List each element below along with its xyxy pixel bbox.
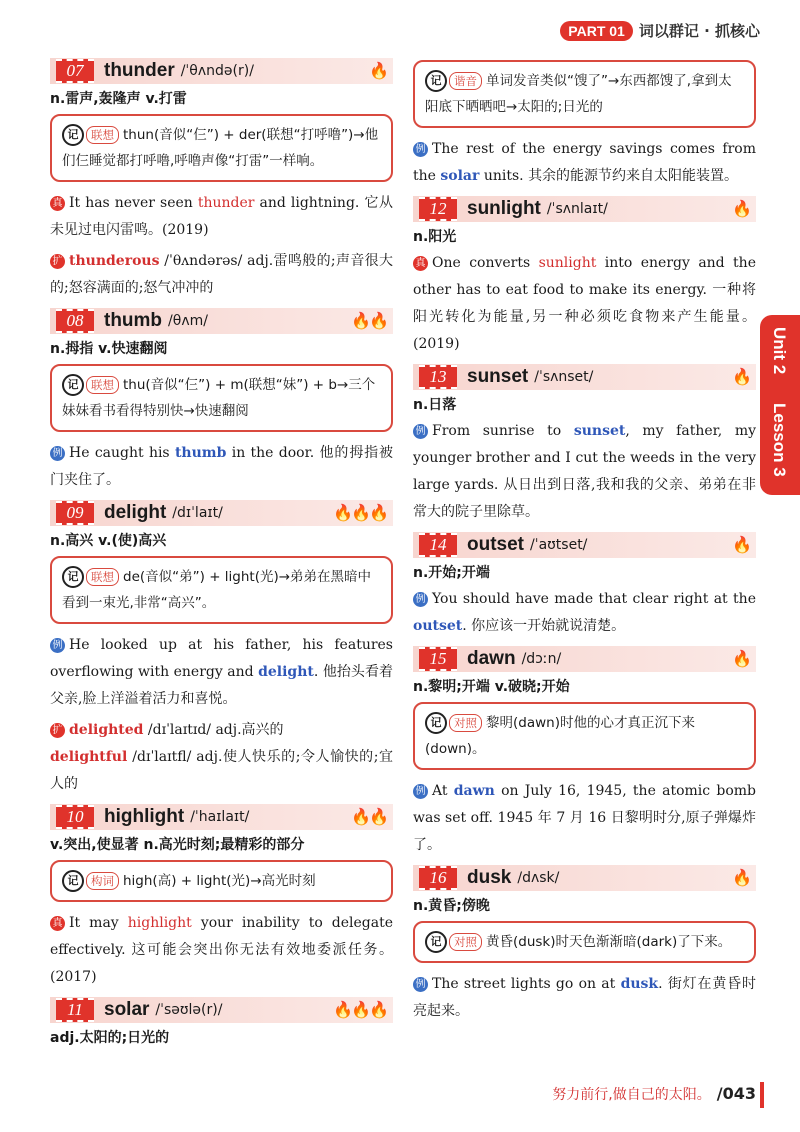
flame-icon: 🔥 <box>369 61 387 80</box>
headword: dusk <box>467 867 512 888</box>
example-keyword: thumb <box>174 445 227 461</box>
phonetic: /ˈsʌnlaɪt/ <box>546 201 608 217</box>
phonetic: /ˈaʊtset/ <box>530 537 588 553</box>
flame-icon: 🔥🔥 <box>351 311 387 330</box>
example <box>413 418 756 526</box>
phonetic: /dɔːn/ <box>521 651 562 667</box>
example-keyword: sunlight <box>538 255 597 271</box>
entry-number: 08 <box>56 309 94 333</box>
tip-tag: 对照 <box>449 933 482 951</box>
real-exam-mark: 真 <box>50 916 65 931</box>
definition: n.黎明;开端 v.破晓;开始 <box>413 679 570 695</box>
extension-word: delightful <box>50 749 128 765</box>
tip-tag: 联想 <box>86 126 119 144</box>
entry-number: 14 <box>419 533 457 557</box>
flame-icon: 🔥🔥 <box>351 807 387 826</box>
example <box>413 971 756 1025</box>
right-column <box>413 60 756 1029</box>
example-text: It has never seen <box>69 195 198 211</box>
headword: thumb <box>104 310 163 331</box>
example-text: and lightning. 它从未见过电闪雷鸣。(2019) <box>50 195 393 238</box>
headword: solar <box>104 999 150 1020</box>
example-keyword: dawn <box>453 783 495 799</box>
entry-number: 11 <box>56 998 94 1022</box>
memory-tip-box <box>50 364 393 432</box>
example <box>413 136 756 190</box>
tip-text: thun(音似“仨”) + der(联想“打呼噜”)→他们仨睡觉都打呼噜,呼噜声像“打雷”一样响。 <box>62 127 379 169</box>
entry-number: 09 <box>56 501 94 525</box>
phonetic: /ˈsəʊlə(r)/ <box>155 1002 223 1018</box>
footer-motto: 努力前行,做自己的太阳。 <box>552 1087 711 1103</box>
example-keyword: dusk <box>620 976 659 992</box>
page-footer <box>552 1084 756 1104</box>
tip-text: 黄昏(dusk)时天色渐渐暗(dark)了下来。 <box>486 934 732 950</box>
example <box>50 632 393 713</box>
headword-sunset <box>413 364 756 390</box>
extend-mark: 扩 <box>50 254 65 269</box>
headword: thunder <box>104 60 175 81</box>
definition: n.黄昏;傍晚 <box>413 898 490 914</box>
example-text: into energy and the other has to eat food to make its energy. 一种将阳光转化为能量,另一种必须吃食物来产生能量。(2019) <box>413 255 756 352</box>
flame-icon: 🔥 <box>732 367 750 386</box>
definition: v.突出,使显著 n.高光时刻;最精彩的部分 <box>50 837 305 853</box>
left-column <box>50 52 393 1051</box>
extend-mark: 扩 <box>50 723 65 738</box>
extension-word: thunderous <box>69 253 160 269</box>
example-text: He caught his <box>69 445 175 461</box>
tip-tag: 谐音 <box>449 72 482 90</box>
tip-tag: 联想 <box>86 568 119 586</box>
headword-sunlight <box>413 196 756 222</box>
example-text: The rest of the energy savings comes from the <box>413 141 756 184</box>
entry-number: 13 <box>419 365 457 389</box>
entry-number: 16 <box>419 866 457 890</box>
phonetic: /dɪˈlaɪt/ <box>172 505 223 521</box>
headword: sunlight <box>467 198 541 219</box>
headword: outset <box>467 534 524 555</box>
memory-tip-box <box>413 921 756 963</box>
example-keyword: thunder <box>197 195 255 211</box>
phonetic: /ˈθʌndə(r)/ <box>180 63 254 79</box>
headword-outset <box>413 532 756 558</box>
tip-text: thu(音似“仨”) + m(联想“妹”) + b→三个妹妹看书看得特别快→快速翻阅 <box>62 377 376 419</box>
headword-dusk <box>413 865 756 891</box>
flame-icon: 🔥 <box>732 199 750 218</box>
extension-text: /dɪˈlaɪtɪd/ adj.高兴的 <box>143 722 284 738</box>
example-mark: 例 <box>413 977 428 992</box>
memory-icon: 记 <box>62 870 84 892</box>
example-mark: 例 <box>413 784 428 799</box>
memory-icon: 记 <box>62 374 84 396</box>
extension-text: /ˈθʌndərəs/ adj.雷鸣般的;声音很大的;怒容满面的;怒气冲冲的 <box>50 253 393 296</box>
definition: n.日落 <box>413 397 457 413</box>
tip-text: 单词发音类似“馊了”→东西都馊了,拿到太阳底下晒晒吧→太阳的;日光的 <box>425 73 732 115</box>
example-text: One converts <box>432 255 539 271</box>
extension <box>50 744 393 798</box>
headword-delight <box>50 500 393 526</box>
example-text: on July 16, 1945, the atomic bomb was set off. 1945 年 7 月 16 日黎明时分,原子弹爆炸了。 <box>413 783 756 853</box>
memory-tip-box <box>50 860 393 902</box>
memory-tip-box <box>50 556 393 624</box>
extension <box>50 248 393 302</box>
example-mark: 例 <box>50 638 65 653</box>
part-badge: PART 01 <box>560 21 633 41</box>
memory-icon: 记 <box>425 931 447 953</box>
page-header <box>560 20 760 41</box>
flame-icon: 🔥🔥🔥 <box>333 503 387 522</box>
unit-label: Unit 2 <box>770 327 789 375</box>
entry-number: 12 <box>419 197 457 221</box>
unit-side-tab[interactable] <box>760 315 800 495</box>
headword-thunder <box>50 58 393 84</box>
headword: dawn <box>467 648 516 669</box>
memory-icon: 记 <box>62 124 84 146</box>
example-text: , my father, my younger brother and I cut the weeds in the very large yards. 从日出到日落,我和我的父亲、弟弟在非常大的院子里除草。 <box>413 423 757 520</box>
definition: n.雷声,轰隆声 v.打雷 <box>50 91 187 107</box>
page-number: /043 <box>716 1084 756 1103</box>
tip-text: 黎明(dawn)时他的心才真正沉下来(down)。 <box>425 715 695 757</box>
extension-word: delighted <box>69 722 144 738</box>
entry-number: 07 <box>56 59 94 83</box>
footer-bar <box>760 1082 764 1108</box>
example-keyword: outset <box>413 618 463 634</box>
memory-tip-box <box>50 114 393 182</box>
tip-tag: 构词 <box>86 872 119 890</box>
memory-tip-box <box>413 702 756 770</box>
tip-tag: 联想 <box>86 376 119 394</box>
headword-dawn <box>413 646 756 672</box>
definition: adj.太阳的;日光的 <box>50 1030 170 1046</box>
tip-text: de(音似“弟”) + light(光)→弟弟在黑暗中看到一束光,非常“高兴”。 <box>62 569 372 611</box>
real-exam-mark: 真 <box>50 196 65 211</box>
example-text: units. 其余的能源节约来自太阳能装置。 <box>479 168 739 184</box>
exam-example <box>413 250 756 358</box>
example-keyword: highlight <box>127 915 192 931</box>
extension <box>50 717 393 744</box>
example-mark: 例 <box>50 446 65 461</box>
example-text: your inability to delegate effectively. 这可能会突出你无法有效地委派任务。(2017) <box>50 915 394 985</box>
example-text: He looked up at his father, his features overflowing with energy and <box>50 637 393 680</box>
flame-icon: 🔥 <box>732 868 750 887</box>
flame-icon: 🔥 <box>732 535 750 554</box>
exam-example <box>50 190 393 244</box>
phonetic: /θʌm/ <box>168 313 208 329</box>
example-mark: 例 <box>413 592 428 607</box>
example-mark: 例 <box>413 424 428 439</box>
headword-solar <box>50 997 393 1023</box>
phonetic: /ˈsʌnset/ <box>534 369 594 385</box>
entry-number: 10 <box>56 805 94 829</box>
lesson-label: Lesson 3 <box>770 403 789 477</box>
flame-icon: 🔥 <box>732 649 750 668</box>
memory-icon: 记 <box>62 566 84 588</box>
example-mark: 例 <box>413 142 428 157</box>
example-text: It may <box>69 915 128 931</box>
extension-text: /dɪˈlaɪtfl/ adj.使人快乐的;令人愉快的;宜人的 <box>50 749 393 792</box>
header-title: 词以群记 · 抓核心 <box>638 22 760 40</box>
example-text: You should have made that clear right at the <box>432 591 756 607</box>
example-keyword: sunset <box>573 423 626 439</box>
example <box>413 778 756 859</box>
example-text: At <box>432 783 454 799</box>
headword: highlight <box>104 806 185 827</box>
exam-example <box>50 910 393 991</box>
memory-icon: 记 <box>425 712 447 734</box>
phonetic: /ˈhaɪlaɪt/ <box>190 809 250 825</box>
headword: delight <box>104 502 167 523</box>
entry-number: 15 <box>419 647 457 671</box>
example-text: . 街灯在黄昏时亮起来。 <box>413 976 756 1019</box>
definition: n.阳光 <box>413 229 457 245</box>
headword: sunset <box>467 366 529 387</box>
example-keyword: solar <box>440 168 480 184</box>
definition: n.高兴 v.(使)高兴 <box>50 533 167 549</box>
tip-tag: 对照 <box>449 714 482 732</box>
definition: n.拇指 v.快速翻阅 <box>50 341 168 357</box>
headword-highlight <box>50 804 393 830</box>
real-exam-mark: 真 <box>413 256 428 271</box>
example-text: in the door. 他的拇指被门夹住了。 <box>50 445 393 488</box>
memory-icon: 记 <box>425 70 447 92</box>
example-keyword: delight <box>258 664 314 680</box>
memory-tip-box <box>413 60 756 128</box>
headword-thumb <box>50 308 393 334</box>
flame-icon: 🔥🔥🔥 <box>333 1000 387 1019</box>
phonetic: /dʌsk/ <box>517 870 560 886</box>
example-text: . 他抬头看着父亲,脸上洋溢着活力和喜悦。 <box>50 664 394 707</box>
tip-text: high(高) + light(光)→高光时刻 <box>123 873 316 889</box>
example <box>50 440 393 494</box>
example <box>413 586 756 640</box>
example-text: The street lights go on at <box>432 976 621 992</box>
definition: n.开始;开端 <box>413 565 490 581</box>
example-text: From sunrise to <box>432 423 574 439</box>
example-text: . 你应该一开始就说清楚。 <box>462 618 626 634</box>
